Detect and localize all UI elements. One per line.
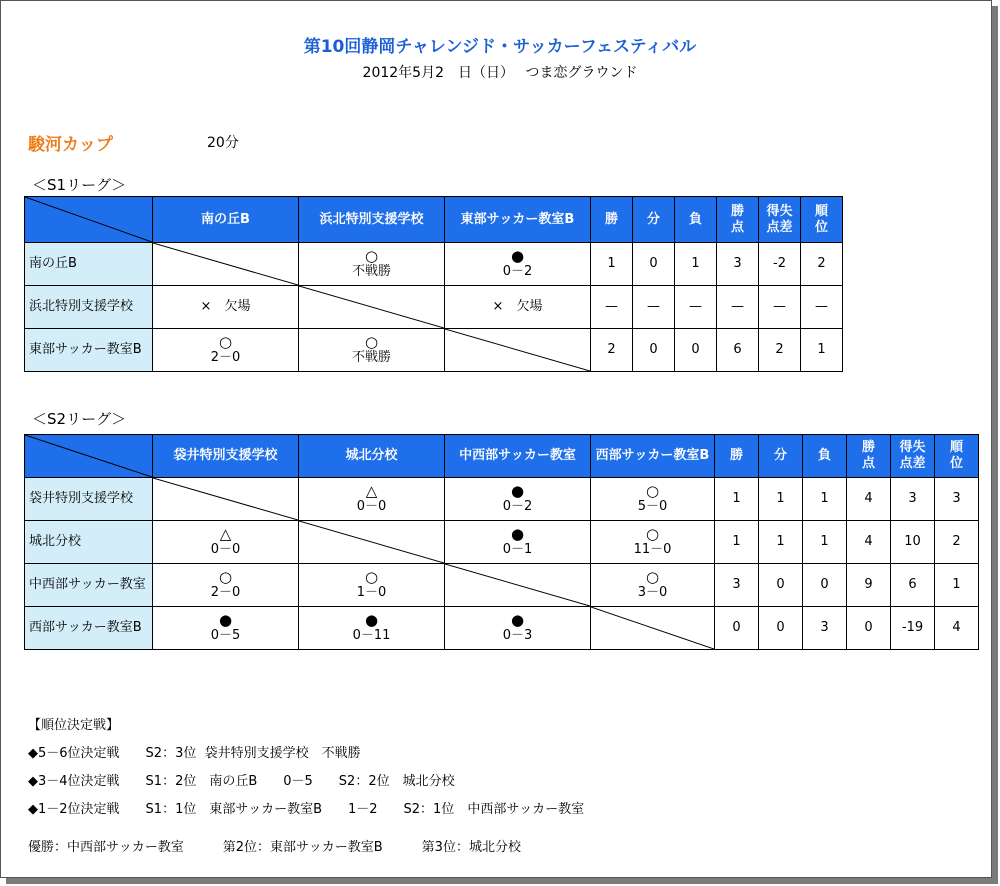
team-name: 東部サッカー教室B xyxy=(25,329,153,372)
match-result-cell xyxy=(153,286,299,329)
stat-value: 1 xyxy=(675,243,717,286)
cup-name: 駿河カップ xyxy=(28,135,113,155)
placement-line: ◆5－6位決定戦 S2：3位 袋井特別支援学校 不戦勝 xyxy=(28,746,361,761)
match-result-cell xyxy=(445,478,591,521)
team-name: 西部サッカー教室B xyxy=(25,607,153,650)
match-score: 2－0 xyxy=(210,585,241,600)
match-score: 5－0 xyxy=(637,499,668,514)
stat-value: 6 xyxy=(717,329,759,372)
match-result-cell xyxy=(153,329,299,372)
match-score: × 欠場 xyxy=(492,299,543,314)
team-name: 袋井特別支援学校 xyxy=(25,478,153,521)
match-score: 11－0 xyxy=(633,542,672,557)
match-score: 0－2 xyxy=(502,499,533,514)
match-result-cell xyxy=(299,478,445,521)
stat-value: — xyxy=(633,286,675,329)
match-result-cell xyxy=(153,521,299,564)
s1-league-label: ＜S1リーグ＞ xyxy=(32,176,127,194)
team-name: 浜北特別支援学校 xyxy=(25,286,153,329)
result-symbol: ● xyxy=(510,611,525,629)
stat-value: 3 xyxy=(935,478,979,521)
stat-header: 勝 点 xyxy=(847,435,891,478)
stat-value: 1 xyxy=(759,521,803,564)
result-symbol: ○ xyxy=(218,568,233,586)
stat-value: 3 xyxy=(803,607,847,650)
final-results: 優勝：中西部サッカー教室 第2位：東部サッカー教室B 第3位：城北分校 xyxy=(28,840,521,855)
self-match-cell xyxy=(153,243,299,286)
column-header: 袋井特別支援学校 xyxy=(153,435,299,478)
match-result-cell xyxy=(299,564,445,607)
stat-header: 得失 点差 xyxy=(759,197,801,243)
stat-value: — xyxy=(801,286,843,329)
result-symbol: ● xyxy=(510,247,525,265)
column-header: 南の丘B xyxy=(153,197,299,243)
stat-value: 10 xyxy=(891,521,935,564)
result-symbol: ● xyxy=(364,611,379,629)
stat-header: 勝 点 xyxy=(717,197,759,243)
result-symbol: ○ xyxy=(645,525,660,543)
stat-header: 負 xyxy=(675,197,717,243)
corner-cell xyxy=(25,197,153,243)
match-score: 0－0 xyxy=(356,499,387,514)
team-name: 城北分校 xyxy=(25,521,153,564)
stat-value: 1 xyxy=(935,564,979,607)
self-match-cell xyxy=(445,329,591,372)
stat-value: 4 xyxy=(935,607,979,650)
stat-value: 4 xyxy=(847,478,891,521)
stat-header: 順 位 xyxy=(935,435,979,478)
match-score: 0－3 xyxy=(502,628,533,643)
s1-league-table xyxy=(24,196,843,372)
self-match-cell xyxy=(153,478,299,521)
match-score: 0－1 xyxy=(502,542,533,557)
stat-value: -19 xyxy=(891,607,935,650)
match-result-cell xyxy=(445,243,591,286)
stat-value: 1 xyxy=(801,329,843,372)
self-match-cell xyxy=(445,564,591,607)
result-symbol: ○ xyxy=(364,333,379,351)
stat-value: 1 xyxy=(715,521,759,564)
match-score: 2－0 xyxy=(210,350,241,365)
stat-header: 分 xyxy=(759,435,803,478)
stat-value: 1 xyxy=(803,521,847,564)
result-symbol: ○ xyxy=(218,333,233,351)
match-result-cell xyxy=(299,329,445,372)
team-name: 南の丘B xyxy=(25,243,153,286)
stat-value: 2 xyxy=(591,329,633,372)
match-result-cell xyxy=(153,607,299,650)
stat-value: 0 xyxy=(633,329,675,372)
match-score: 不戦勝 xyxy=(351,350,391,365)
match-score: 3－0 xyxy=(637,585,668,600)
result-symbol: ● xyxy=(510,525,525,543)
stat-value: 0 xyxy=(633,243,675,286)
team-row xyxy=(25,243,843,286)
match-score: 1－0 xyxy=(356,585,387,600)
column-header: 東部サッカー教室B xyxy=(445,197,591,243)
team-row xyxy=(25,329,843,372)
stat-value: 0 xyxy=(759,564,803,607)
self-match-cell xyxy=(299,286,445,329)
event-date-venue: 2012年5月2 日（日） つま恋グラウンド xyxy=(362,65,638,81)
stat-value: 2 xyxy=(935,521,979,564)
match-result-cell xyxy=(299,243,445,286)
stat-value: 2 xyxy=(759,329,801,372)
stat-value: -2 xyxy=(759,243,801,286)
self-match-cell xyxy=(591,607,715,650)
stat-value: 2 xyxy=(801,243,843,286)
s2-league-table xyxy=(24,434,979,650)
match-score: 不戦勝 xyxy=(351,264,391,279)
stat-header: 勝 xyxy=(591,197,633,243)
team-row xyxy=(25,286,843,329)
result-symbol: ● xyxy=(510,482,525,500)
stat-value: 1 xyxy=(715,478,759,521)
stat-header: 順 位 xyxy=(801,197,843,243)
s2-league-label: ＜S2リーグ＞ xyxy=(32,410,127,428)
match-result-cell xyxy=(445,521,591,564)
stat-value: 9 xyxy=(847,564,891,607)
stat-value: — xyxy=(717,286,759,329)
stat-value: — xyxy=(675,286,717,329)
stat-value: 0 xyxy=(715,607,759,650)
result-symbol: ○ xyxy=(645,568,660,586)
team-row xyxy=(25,564,979,607)
column-header: 城北分校 xyxy=(299,435,445,478)
stat-header: 勝 xyxy=(715,435,759,478)
result-symbol: ○ xyxy=(645,482,660,500)
column-header: 浜北特別支援学校 xyxy=(299,197,445,243)
stat-value: 4 xyxy=(847,521,891,564)
result-symbol: △ xyxy=(219,525,232,543)
match-result-cell xyxy=(445,286,591,329)
stat-value: 0 xyxy=(803,564,847,607)
stat-value: — xyxy=(759,286,801,329)
placement-heading: 【順位決定戦】 xyxy=(28,718,120,733)
stat-value: 3 xyxy=(715,564,759,607)
match-result-cell xyxy=(591,564,715,607)
stat-value: 1 xyxy=(591,243,633,286)
stat-header: 得失 点差 xyxy=(891,435,935,478)
match-score: 0－0 xyxy=(210,542,241,557)
match-score: × 欠場 xyxy=(200,299,251,314)
match-result-cell xyxy=(153,564,299,607)
stat-header: 負 xyxy=(803,435,847,478)
match-result-cell xyxy=(299,607,445,650)
corner-cell xyxy=(25,435,153,478)
stat-value: 0 xyxy=(675,329,717,372)
stat-value: 3 xyxy=(891,478,935,521)
column-header: 中西部サッカー教室 xyxy=(445,435,591,478)
stat-value: 1 xyxy=(759,478,803,521)
placement-matches xyxy=(28,712,584,824)
match-result-cell xyxy=(591,478,715,521)
stat-value: 1 xyxy=(803,478,847,521)
result-symbol: ● xyxy=(218,611,233,629)
team-row xyxy=(25,607,979,650)
match-score: 0－11 xyxy=(352,628,391,643)
result-symbol: ○ xyxy=(364,247,379,265)
match-score: 0－5 xyxy=(210,628,241,643)
match-result-cell xyxy=(591,521,715,564)
match-score: 0－2 xyxy=(502,264,533,279)
stat-value: — xyxy=(591,286,633,329)
placement-line: ◆1－2位決定戦 S1：1位 東部サッカー教室B 1－2 S2：1位 中西部サッカー教室 xyxy=(28,802,585,817)
self-match-cell xyxy=(299,521,445,564)
match-result-cell xyxy=(445,607,591,650)
placement-line: ◆3－4位決定戦 S1：2位 南の丘B 0－5 S2：2位 城北分校 xyxy=(28,774,455,789)
team-row xyxy=(25,521,979,564)
result-symbol: ○ xyxy=(364,568,379,586)
stat-value: 6 xyxy=(891,564,935,607)
column-header: 西部サッカー教室B xyxy=(591,435,715,478)
stat-value: 0 xyxy=(847,607,891,650)
stat-header: 分 xyxy=(633,197,675,243)
page-title: 第10回静岡チャレンジド・サッカーフェスティバル xyxy=(303,37,697,57)
result-symbol: △ xyxy=(365,482,378,500)
stat-value: 0 xyxy=(759,607,803,650)
team-name: 中西部サッカー教室 xyxy=(25,564,153,607)
stat-value: 3 xyxy=(717,243,759,286)
team-row xyxy=(25,478,979,521)
match-duration: 20分 xyxy=(207,135,239,151)
